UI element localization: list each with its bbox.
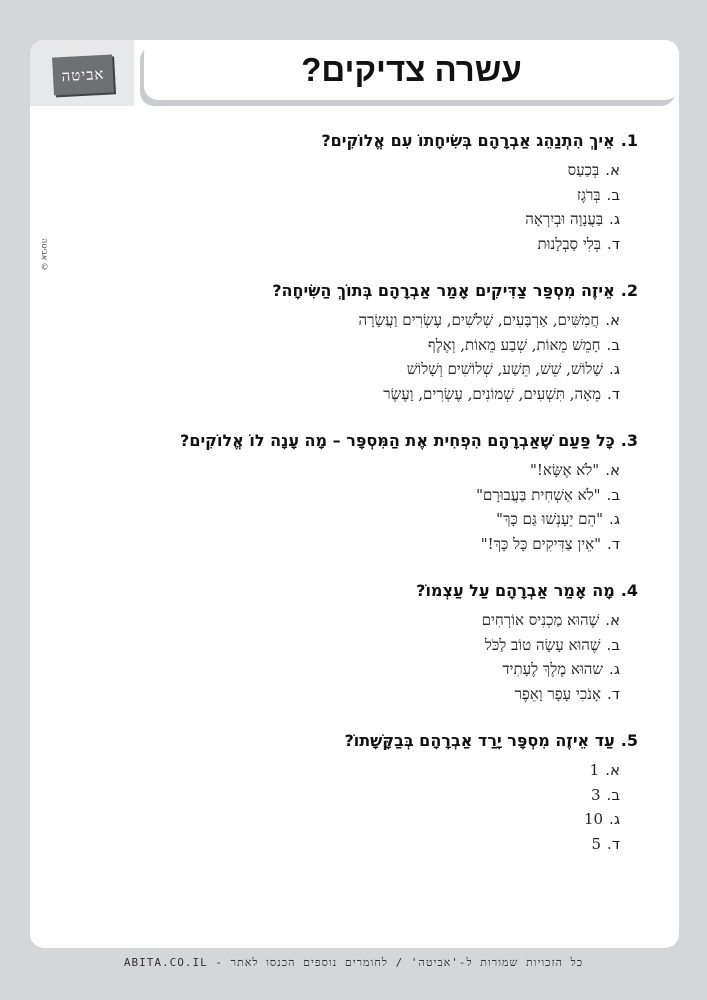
question-heading: [60, 428, 638, 454]
title-bar: [144, 40, 679, 100]
answer-letter: ד.: [607, 834, 620, 853]
question-heading: [60, 128, 638, 154]
answer-option: [60, 333, 620, 358]
footer-credits: כל הזכויות שמורות ל-'אביטה' / לחומרים נוספים הכנסו לאתר - ABITA.CO.IL: [123, 956, 584, 969]
answer-text: 1: [589, 761, 600, 779]
answer-letter: ב.: [606, 785, 620, 804]
answer-letter: ב.: [606, 485, 620, 504]
question-heading: [60, 278, 638, 304]
question-3: [60, 428, 638, 556]
answer-text: 3: [591, 785, 601, 804]
answer-letter: ג.: [609, 210, 620, 228]
answer-text: "לֹא אֶשָּׂא!": [529, 461, 600, 479]
answer-letter: ד.: [607, 684, 620, 703]
answer-option: [60, 807, 620, 832]
question-heading: [60, 728, 638, 754]
answer-option: [60, 382, 620, 407]
answer-text: שהוּא מֶלֶךְ לֶעָתִיד: [502, 660, 604, 678]
question-heading: [60, 578, 638, 604]
question-number: 1.: [620, 131, 638, 150]
answer-options: [60, 308, 638, 406]
question-text: כָּל פַּעַם שֶׁאַבְרָהָם הִפְחִית אֶת הַמִּסְפָּר – מָה עָנָה לוֹ אֱלוֹקִים?: [180, 431, 615, 450]
answer-letter: ב.: [606, 185, 620, 204]
answer-letter: ד.: [607, 234, 620, 253]
answer-option: [60, 832, 620, 857]
answer-letter: א.: [605, 311, 620, 329]
copyright-mark: © אביטה: [40, 238, 49, 272]
answer-letter: ג.: [609, 660, 620, 678]
answer-options: [60, 158, 638, 256]
answer-letter: א.: [605, 761, 620, 779]
answer-letter: ג.: [609, 810, 620, 828]
answer-text: בַּעֲנָוָה וּבְיִרְאָה: [525, 210, 604, 228]
questions-list: [60, 128, 638, 878]
answer-text: "הֵם יֵעָנְשׁוּ גַּם כָּךְ": [496, 510, 604, 528]
answer-letter: ד.: [607, 384, 620, 403]
answer-option: [60, 682, 620, 707]
answer-option: [60, 232, 620, 257]
answer-text: אָנֹכִי עָפָר וָאֵפֶר: [514, 684, 602, 703]
answer-option: [60, 357, 620, 382]
answer-letter: ג.: [609, 360, 620, 378]
answer-letter: ג.: [609, 510, 620, 528]
answer-options: [60, 758, 638, 856]
answer-option: [60, 483, 620, 508]
answer-option: [60, 633, 620, 658]
page-title: עשרה צדיקים?: [301, 51, 522, 88]
answer-text: שֶׁהוּא מַכְנִיס אוֹרְחִים: [481, 611, 600, 629]
abita-logo: [52, 54, 114, 95]
question-1: [60, 128, 638, 256]
answer-letter: א.: [605, 611, 620, 629]
question-text: עַד אֵיזֶה מִסְפָּר יָרַד אַבְרָהָם בְּבַקָּשָׁתוֹ?: [344, 731, 615, 750]
answer-text: 10: [583, 810, 604, 828]
answer-letter: ב.: [606, 635, 620, 654]
answer-option: [60, 308, 620, 333]
question-5: [60, 728, 638, 856]
answer-letter: ד.: [607, 534, 620, 553]
answer-text: "אֵין צַדִּיקִים כָּל כָּךְ!": [480, 534, 602, 553]
question-text: מָה אָמַר אַבְרָהָם עַל עַצְמוֹ?: [416, 581, 615, 600]
answer-letter: ב.: [606, 335, 620, 354]
answer-options: [60, 608, 638, 706]
question-4: [60, 578, 638, 706]
logo-text: אביטה: [61, 64, 105, 85]
answer-option: [60, 783, 620, 808]
question-2: [60, 278, 638, 406]
answer-option: [60, 183, 620, 208]
answer-option: [60, 458, 620, 483]
answer-text: בְּלִי סַבְלָנוּת: [537, 234, 602, 253]
answer-option: [60, 532, 620, 557]
answer-text: בְּכַעַס: [567, 161, 600, 179]
answer-letter: א.: [605, 461, 620, 479]
answer-option: [60, 758, 620, 783]
answer-text: חֲמִשִּׁים, אַרְבָּעִים, שְׁלֹשִׁים, עֶשְׂרִים וַעֲשָׂרָה: [358, 311, 600, 329]
answer-option: [60, 158, 620, 183]
answer-text: "לֹא אַשְׁחִית בַּעֲבוּרָם": [476, 485, 601, 504]
answer-option: [60, 608, 620, 633]
answer-option: [60, 507, 620, 532]
question-text: אֵיזֶה מִסְפַּר צַדִּיקִים אָמַר אַבְרָהָם בְּתוֹךְ הַשִּׂיחָה?: [272, 281, 615, 300]
answer-text: 5: [591, 834, 602, 853]
question-number: 3.: [620, 431, 638, 450]
answer-text: מֵאָה, תִּשְׁעִים, שְׁמוֹנִים, עֶשְׂרִים, וָעֶשֶׂר: [383, 384, 602, 403]
answer-option: [60, 207, 620, 232]
answer-option: [60, 657, 620, 682]
answer-options: [60, 458, 638, 556]
answer-text: בְּרֹגֶז: [576, 185, 601, 204]
answer-text: שָׁלוֹשׁ, שֵׁשׁ, תֵּשַׁע, שְׁלוֹשִׁים וְשָׁלוֹשׁ: [406, 360, 604, 378]
question-number: 4.: [620, 581, 638, 600]
question-number: 2.: [620, 281, 638, 300]
question-text: אֵיךְ הִתְנַהֵג אַבְרָהָם בְּשִׂיחָתוֹ עִם אֱלוֹקִים?: [321, 131, 615, 150]
answer-text: חָמֵשׁ מֵאוֹת, שְׁבַע מֵאוֹת, וְאֶלֶף: [427, 335, 601, 354]
question-number: 5.: [620, 731, 638, 750]
answer-text: שֶׁהוּא עָשָׂה טוֹב לַכֹּל: [484, 635, 601, 654]
answer-letter: א.: [605, 161, 620, 179]
